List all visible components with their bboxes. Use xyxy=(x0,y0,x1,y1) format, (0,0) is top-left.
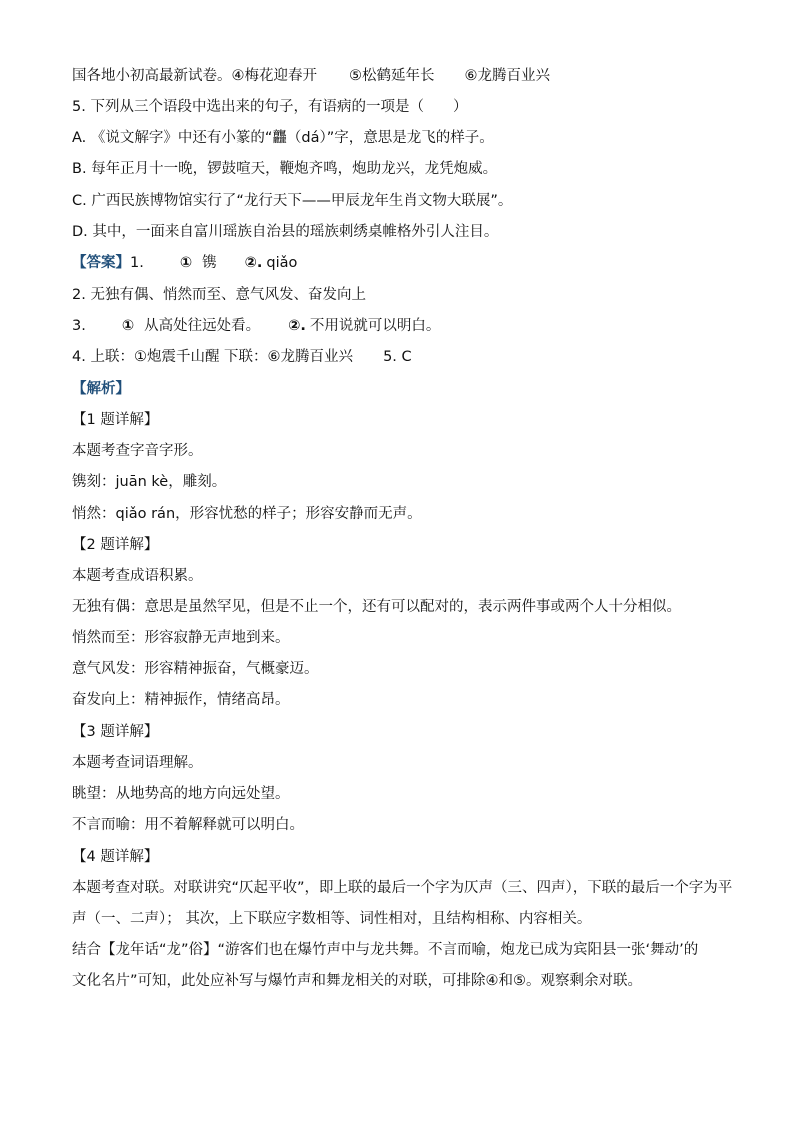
text-segment: 国各地小初高最新试卷。④梅花迎春开 xyxy=(72,68,317,84)
text-segment: ⑤松鹤延年长 xyxy=(349,68,435,84)
option-c: C. 广西民族博物馆实行了“龙行天下——甲辰龙年生肖文物大联展”。 xyxy=(72,193,513,209)
text-segment: 5. C xyxy=(383,349,412,365)
text-segment: 不用说就可以明白。 xyxy=(309,318,441,334)
section-heading: 【2 题详解】 xyxy=(72,537,159,553)
text-line: 奋发向上：精神振作，情绪高昂。 xyxy=(72,692,290,708)
section-heading: 【3 题详解】 xyxy=(72,724,159,740)
text-line: 悄然：qiǎo rán，形容忧愁的样子；形容安静而无声。 xyxy=(72,506,422,522)
option-a: A. 《说文解字》中还有小篆的“龘（dá）”字，意思是龙飞的样子。 xyxy=(72,130,494,146)
text-segment: ⑥龙腾百业兴 xyxy=(464,68,550,84)
text-segment: 3. xyxy=(72,318,86,334)
question-5-stem: 5. 下列从三个语段中选出来的句子，有语病的一项是（ ） xyxy=(72,99,468,115)
text-line: 声（一、二声）； 其次，上下联应字数相等、词性相对，且结构相称、内容相关。 xyxy=(72,911,592,927)
text-segment: 1. xyxy=(130,255,144,271)
option-b: B. 每年正月十一晚，锣鼓喧天，鞭炮齐鸣，炮助龙兴，龙凭炮威。 xyxy=(72,161,498,177)
text-line: 本题考查词语理解。 xyxy=(72,755,203,771)
answer-line-3 xyxy=(72,316,440,336)
answer-tag: 【答案】 xyxy=(72,255,130,271)
text-segment: ① xyxy=(121,318,135,334)
option-d: D. 其中，一面来自富川瑶族自治县的瑶族刺绣桌帷格外引人注目。 xyxy=(72,224,499,240)
text-segment: ②. xyxy=(244,255,263,271)
text-line: 结合【龙年话“龙”俗】“游客们也在爆竹声中与龙共舞。不言而喻，炮龙已成为宾阳县一张‘舞动’的 xyxy=(72,942,699,958)
text-line: 悄然而至：形容寂静无声地到来。 xyxy=(72,630,290,646)
text-segment: ②. xyxy=(288,318,306,334)
text-line: 意气风发：形容精神振奋，气概豪迈。 xyxy=(72,661,319,677)
text-segment: qiǎo xyxy=(266,255,298,271)
text-segment: 从高处往远处看。 xyxy=(144,318,261,334)
text-segment: ① xyxy=(179,255,193,271)
text-line: 本题考查成语积累。 xyxy=(72,568,203,584)
text-line: 眺望：从地势高的地方向远处望。 xyxy=(72,786,290,802)
text-line: 无独有偶：意思是虽然罕见，但是不止一个，还有可以配对的，表示两件事或两个人十分相似。 xyxy=(72,599,681,615)
answer-line-1 xyxy=(72,253,297,273)
text-line: 本题考查对联。对联讲究“仄起平收”，即上联的最后一个字为仄声（三、四声），下联的最后一个字为平 xyxy=(72,880,733,896)
section-heading: 【1 题详解】 xyxy=(72,412,159,428)
text-line: 本题考查字音字形。 xyxy=(72,443,203,459)
text-line: 文化名片”可知，此处应补写与爆竹声和舞龙相关的对联，可排除④和⑤。观察剩余对联。 xyxy=(72,973,643,989)
text-line: 镌刻：juān kè，雕刻。 xyxy=(72,474,227,490)
analysis-tag: 【解析】 xyxy=(72,381,130,397)
answer-line-2: 2. 无独有偶、悄然而至、意气风发、奋发向上 xyxy=(72,287,366,303)
section-heading: 【4 题详解】 xyxy=(72,849,159,865)
text-segment: 镌 xyxy=(202,255,217,271)
text-segment: 4. 上联：①炮震千山醒 下联：⑥龙腾百业兴 xyxy=(72,349,354,365)
text-line xyxy=(72,66,550,86)
text-line: 不言而喻：用不着解释就可以明白。 xyxy=(72,817,304,833)
answer-line-4 xyxy=(72,347,412,367)
